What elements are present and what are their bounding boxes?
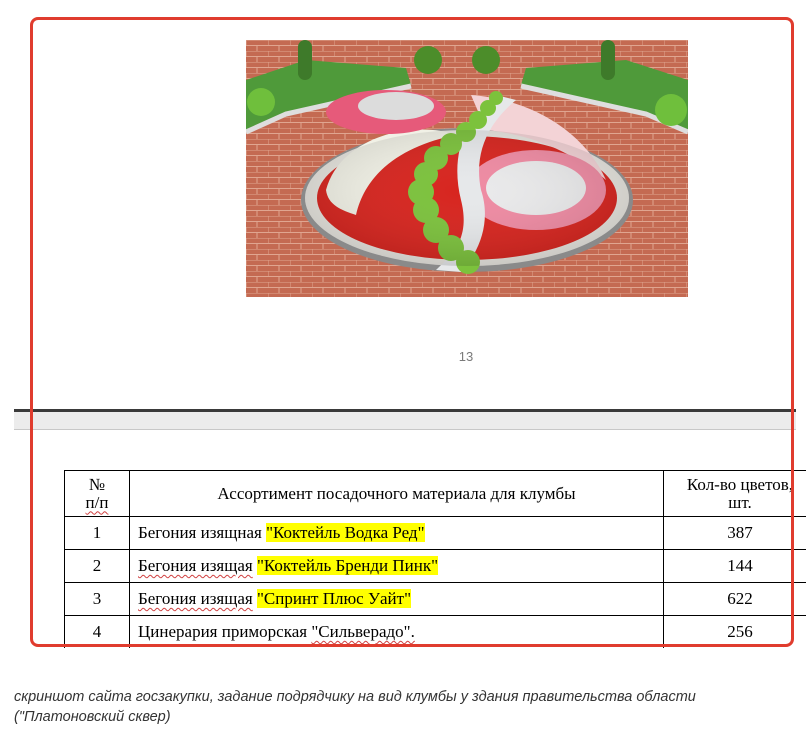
row-plant: Бегония изящная "Коктейль Водка Ред" [130,517,664,550]
highlight-frame [30,17,794,647]
row-quantity: 144 [664,550,806,583]
row-plant: Цинерария приморская "Сильверадо". [130,616,664,649]
row-number: 2 [65,550,130,583]
row-quantity: 622 [664,583,806,616]
header-number: № п/п [65,471,130,517]
header-assortment: Ассортимент посадочного материала для клумбы [130,471,664,517]
screenshot-caption: скриншот сайта госзакупки, задание подрядчику на вид клумбы у здания правительства области ("Платоновский сквер) [14,689,696,725]
row-plant: Бегония изящая "Коктейль Бренди Пинк" [130,550,664,583]
page-number: 13 [458,349,474,364]
row-number: 3 [65,583,130,616]
row-quantity: 387 [664,517,806,550]
row-quantity: 256 [664,616,806,649]
variety-highlight: "Спринт Плюс Уайт" [256,589,412,608]
variety-highlight: "Коктейль Бренди Пинк" [256,556,439,575]
row-plant: Бегония изящая "Спринт Плюс Уайт" [130,583,664,616]
row-number: 4 [65,616,130,649]
variety-highlight: "Коктейль Водка Ред" [266,523,425,542]
row-number: 1 [65,517,130,550]
header-quantity: Кол-во цветов, шт. [664,471,806,517]
